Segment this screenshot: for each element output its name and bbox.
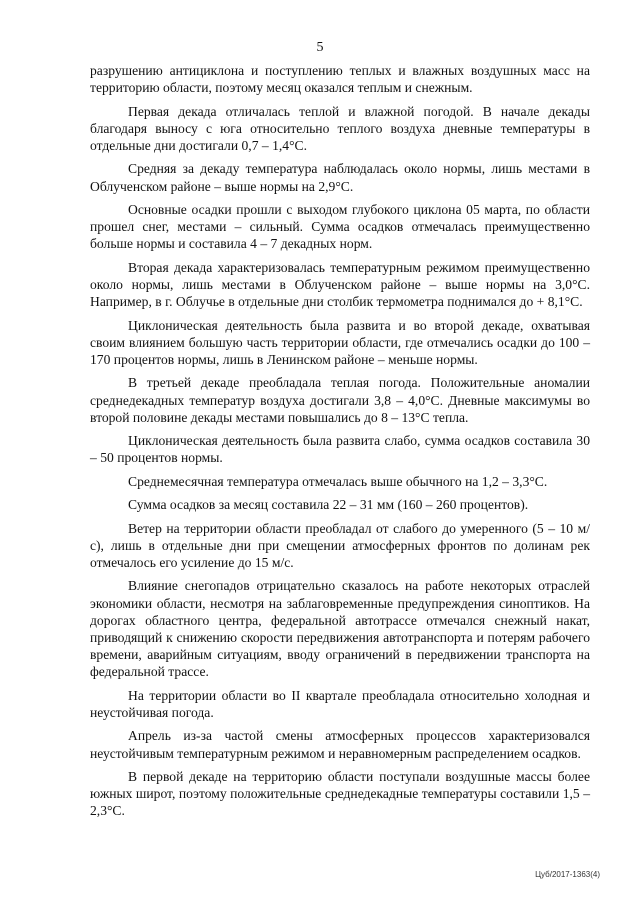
paragraph-continuation: разрушению антициклона и поступлению теплых и влажных воздушных масс на территорию области, поэтому месяц оказался теплым и снежным. bbox=[90, 63, 590, 96]
paragraph: Средняя за декаду температура наблюдалась около нормы, лишь местами в Облученском районе – выше нормы на 2,9°С. bbox=[90, 161, 590, 194]
paragraph: В первой декаде на территорию области поступали воздушные массы более южных широт, поэтому положительные среднедекадные температуры составили 1,5 – 2,3°С. bbox=[90, 768, 590, 819]
paragraph: На территории области во II квартале преобладала относительно холодная и неустойчивая погода. bbox=[90, 687, 590, 720]
paragraph: Циклоническая деятельность была развита слабо, сумма осадков составила 30 – 50 процентов нормы. bbox=[90, 433, 590, 466]
paragraph: Ветер на территории области преобладал от слабого до умеренного (5 – 10 м/с), лишь в отдельные дни при смещении атмосферных фронтов по долинам рек отмечалось его усиление до 15 м/с. bbox=[90, 520, 590, 570]
document-code: Цуб/2017-1363(4) bbox=[535, 870, 600, 879]
paragraph: Апрель из-за частой смены атмосферных процессов характеризовался неустойчивым температурным режимом и неравномерным распределением осадков. bbox=[90, 728, 590, 761]
paragraph: Вторая декада характеризовалась температурным режимом преимущественно около нормы, лишь местами в Облученском районе – выше нормы на 3,0°С. Например, в г. Облучье в отдельные дни столбик термометра поднимался до + 8,1°С. bbox=[90, 259, 590, 310]
paragraph: В третьей декаде преобладала теплая погода. Положительные аномалии среднедекадных температур воздуха достигали 3,8 – 4,0°С. Дневные максимумы во второй половине декады местами повышались до 8 – 13°С тепла. bbox=[90, 375, 590, 425]
paragraph: Среднемесячная температура отмечалась выше обычного на 1,2 – 3,3°С. bbox=[128, 473, 548, 489]
document-body bbox=[90, 62, 590, 826]
page-number: 5 bbox=[316, 40, 324, 55]
paragraph: Первая декада отличалась теплой и влажной погодой. В начале декады благодаря выносу с юга относительно теплого воздуха дневные температуры в отдельные дни достигали 0,7 – 1,4°С. bbox=[90, 103, 590, 153]
paragraph: Основные осадки прошли с выходом глубокого циклона 05 марта, по области прошел снег, местами – сильный. Сумма осадков отмечалась преимущественно больше нормы и составила 4 – 7 декадных норм. bbox=[90, 201, 590, 252]
paragraph: Циклоническая деятельность была развита и во второй декаде, охватывая своим влиянием большую часть территории области, где отмечались осадки до 100 – 170 процентов нормы, лишь в Ленинском районе – меньше нормы. bbox=[90, 317, 590, 367]
paragraph: Сумма осадков за месяц составила 22 – 31 мм (160 – 260 процентов). bbox=[128, 497, 529, 513]
paragraph: Влияние снегопадов отрицательно сказалось на работе некоторых отраслей экономики области, несмотря на заблаговременные предупреждения синоптиков. На дорогах областного центра, федеральной автотрассе отмечался снежный накат, приводящий к снижению скорости передвижения автотранспорта и потерям рабочего времени, аварийным ситуациям, вводу ограничений в передвижении транспорта на федеральной трассе. bbox=[90, 578, 590, 680]
